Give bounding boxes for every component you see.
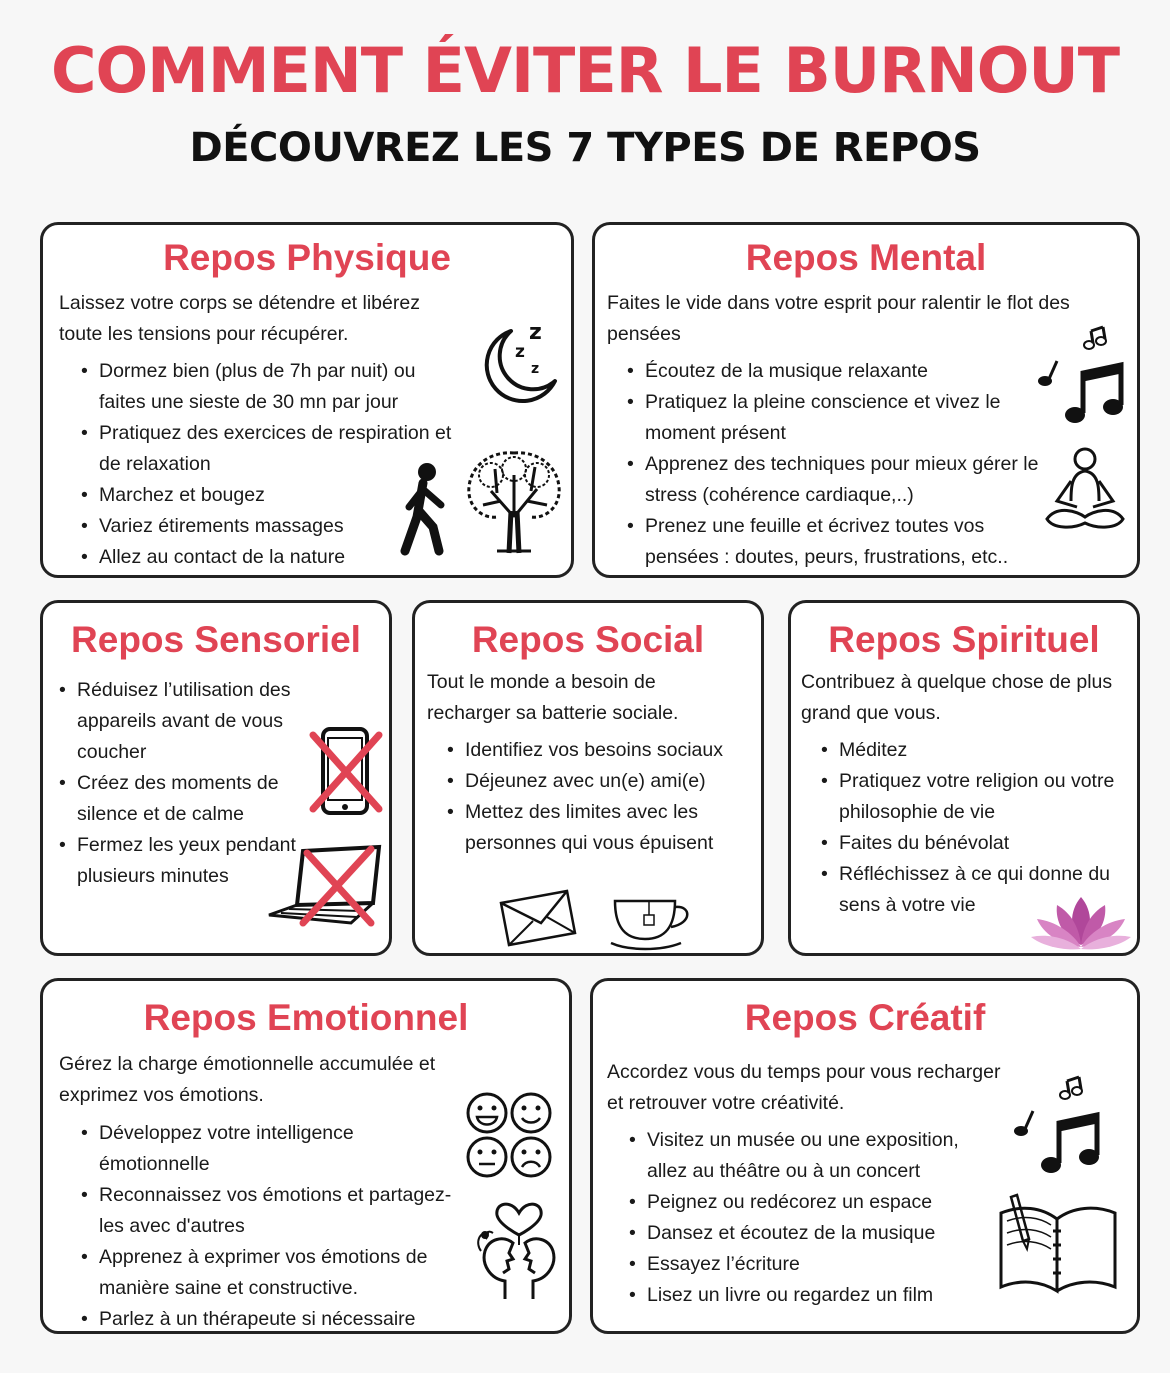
no-phone-icon bbox=[309, 723, 383, 819]
card-title: Repos Mental bbox=[745, 237, 987, 278]
list-item: • Pratiquez votre religion ou votre philosophie de vie bbox=[819, 766, 1129, 828]
card-list bbox=[625, 356, 1045, 573]
list-item: • Créez des moments de silence et de calme bbox=[57, 768, 307, 830]
list-item: • Visitez un musée ou une exposition, allez au théâtre ou à un concert bbox=[627, 1125, 997, 1187]
music-notes-icon bbox=[1035, 321, 1131, 429]
list-item: • Mettez des limites avec les personnes qui vous épuisent bbox=[445, 797, 757, 859]
card-repos-physique bbox=[40, 222, 574, 578]
envelope-icon bbox=[497, 887, 579, 949]
list-item: • Pratiquez des exercices de respiration et de relaxation bbox=[79, 418, 459, 480]
list-item: • Réfléchissez à ce qui donne du sens à votre vie bbox=[819, 859, 1129, 921]
page-subtitle: DÉCOUVREZ LES 7 TYPES DE REPOS bbox=[189, 125, 981, 171]
svg-text:z: z bbox=[531, 361, 540, 377]
heads-heart-icon bbox=[467, 1191, 571, 1303]
card-repos-sensoriel bbox=[40, 600, 392, 956]
list-item: • Variez étirements massages bbox=[79, 511, 459, 542]
list-item: • Faites du bénévolat bbox=[819, 828, 1129, 859]
list-item: • Fermez les yeux pendant plusieurs minutes bbox=[57, 830, 307, 892]
card-title: Repos Sensoriel bbox=[71, 619, 361, 660]
list-item: • Déjeunez avec un(e) ami(e) bbox=[445, 766, 757, 797]
list-item: • Écoutez de la musique relaxante bbox=[625, 356, 1045, 387]
list-item: • Réduisez l’utilisation des appareils avant de vous coucher bbox=[57, 675, 307, 768]
page-title: COMMENT ÉVITER LE BURNOUT bbox=[50, 34, 1120, 107]
list-item: • Prenez une feuille et écrivez toutes vos pensées : doutes, peurs, frustrations, etc.. bbox=[625, 511, 1045, 573]
card-list bbox=[79, 1118, 465, 1334]
card-title: Repos Emotionnel bbox=[143, 997, 469, 1038]
card-repos-creatif bbox=[590, 978, 1140, 1334]
card-list bbox=[627, 1125, 997, 1311]
list-item: • Apprenez à exprimer vos émotions de manière saine et constructive. bbox=[79, 1242, 465, 1304]
list-item: • Essayez l’écriture bbox=[627, 1249, 997, 1280]
card-repos-spirituel bbox=[788, 600, 1140, 956]
music-notes-icon bbox=[1011, 1071, 1107, 1179]
card-title: Repos Physique bbox=[163, 237, 451, 278]
list-item: • Peignez ou redécorez un espace bbox=[627, 1187, 997, 1218]
walking-person-icon bbox=[395, 461, 453, 556]
card-title: Repos Social bbox=[471, 619, 705, 660]
notebook-pen-icon bbox=[995, 1191, 1121, 1295]
list-item: • Pratiquez la pleine conscience et vivez le moment présent bbox=[625, 387, 1045, 449]
card-intro: Faites le vide dans votre esprit pour ralentir le flot des pensées bbox=[607, 292, 1070, 345]
moon-sleep-icon bbox=[471, 317, 563, 407]
card-repos-mental bbox=[592, 222, 1140, 578]
card-list bbox=[445, 735, 757, 859]
list-item: • Apprenez des techniques pour mieux gérer le stress (cohérence cardiaque,..) bbox=[625, 449, 1045, 511]
card-title: Repos Créatif bbox=[744, 997, 986, 1038]
list-item: • Lisez un livre ou regardez un film bbox=[627, 1280, 997, 1311]
card-repos-social bbox=[412, 600, 764, 956]
meditation-icon bbox=[1041, 445, 1129, 535]
emotion-faces-icon bbox=[463, 1089, 555, 1181]
card-intro: Tout le monde a besoin de recharger sa batterie sociale. bbox=[427, 671, 679, 724]
card-intro: Contribuez à quelque chose de plus grand que vous. bbox=[801, 671, 1113, 724]
list-item: • Dansez et écoutez de la musique bbox=[627, 1218, 997, 1249]
card-intro: Laissez votre corps se détendre et libérez toute les tensions pour récupérer. bbox=[59, 292, 420, 345]
list-item: • Développez votre intelligence émotionnelle bbox=[79, 1118, 465, 1180]
list-item: • Marchez et bougez bbox=[79, 480, 459, 511]
svg-text:z: z bbox=[529, 320, 542, 345]
no-laptop-icon bbox=[267, 843, 387, 929]
list-item: • Méditez bbox=[819, 735, 1129, 766]
card-repos-emotionnel bbox=[40, 978, 572, 1334]
card-intro: Accordez vous du temps pour vous recharger et retrouver votre créativité. bbox=[607, 1061, 1001, 1114]
list-item: • Parlez à un thérapeute si nécessaire bbox=[79, 1304, 465, 1334]
svg-text:z: z bbox=[515, 342, 525, 362]
list-item: • Identifiez vos besoins sociaux bbox=[445, 735, 757, 766]
tree-icon bbox=[461, 445, 567, 555]
card-intro: Gérez la charge émotionnelle accumulée et exprimez vos émotions. bbox=[59, 1053, 436, 1106]
list-item: • Allez au contact de la nature bbox=[79, 542, 459, 573]
card-title: Repos Spirituel bbox=[828, 619, 1100, 660]
lotus-icon bbox=[1029, 893, 1133, 951]
list-item: • Dormez bien (plus de 7h par nuit) ou faites une sieste de 30 mn par jour bbox=[79, 356, 459, 418]
list-item: • Reconnaissez vos émotions et partagez-les avec d'autres bbox=[79, 1180, 465, 1242]
tea-cup-icon bbox=[609, 893, 699, 953]
